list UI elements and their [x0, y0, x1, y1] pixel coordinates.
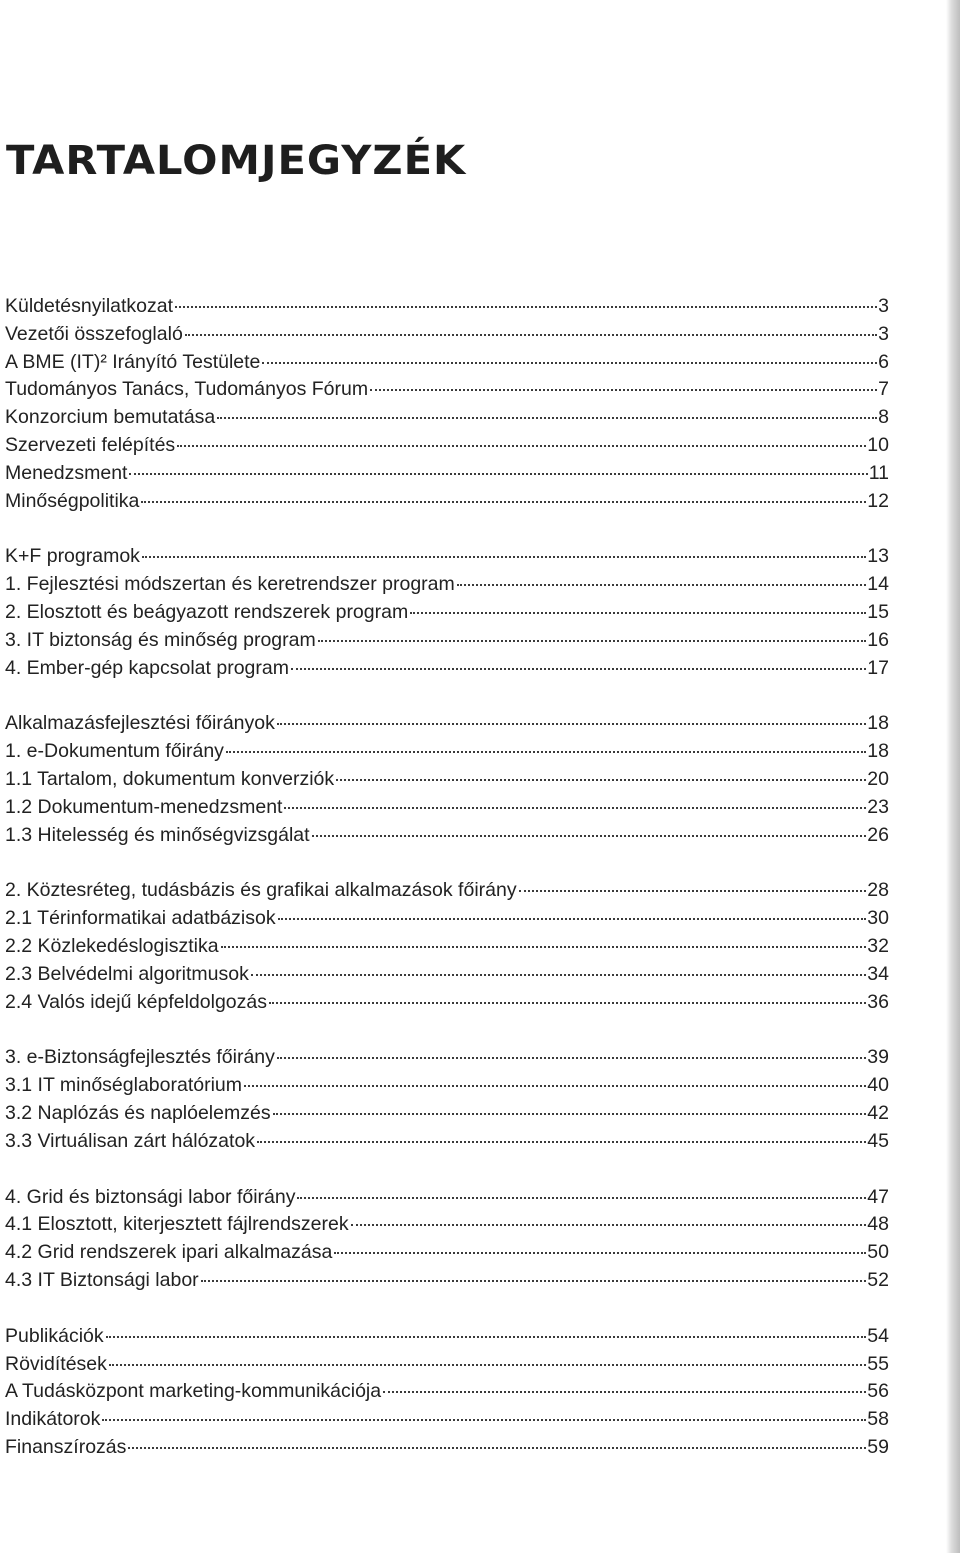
toc-entry-title: Konzorcium bemutatása — [5, 406, 216, 429]
dot-leader — [244, 1085, 866, 1087]
dot-leader — [278, 918, 867, 920]
toc-entry-title: Indikátorok — [5, 1408, 101, 1431]
toc-entry-title: Rövidítések — [5, 1352, 107, 1375]
toc-entry[interactable] — [5, 877, 889, 905]
toc-entry[interactable] — [5, 1378, 889, 1406]
dot-leader — [277, 1057, 866, 1059]
toc-section — [5, 877, 889, 1016]
dot-leader — [141, 501, 866, 503]
toc-entry-title: Küldetésnyilatkozat — [5, 295, 174, 317]
toc-entry[interactable] — [5, 460, 889, 488]
dot-leader — [185, 334, 877, 336]
toc-page-number: 48 — [867, 1213, 889, 1236]
page-edge-shadow — [946, 0, 960, 1553]
toc-entry[interactable] — [5, 1406, 889, 1434]
toc-page-number: 42 — [867, 1101, 889, 1124]
dot-leader — [383, 1391, 866, 1393]
toc-page-number: 17 — [867, 656, 889, 679]
toc-page-number: 30 — [867, 907, 889, 930]
toc-entry[interactable] — [5, 543, 889, 571]
toc-page-number: 20 — [867, 767, 889, 790]
toc-entry[interactable] — [5, 1323, 889, 1351]
dot-leader — [284, 807, 866, 809]
dot-leader — [251, 974, 866, 976]
toc-page-number: 58 — [867, 1408, 889, 1431]
toc-entry[interactable] — [5, 1072, 889, 1100]
toc-page-number: 47 — [867, 1185, 889, 1208]
toc-page-number: 3 — [878, 322, 889, 345]
toc-entry-title: 4. Grid és biztonsági labor főirány — [5, 1185, 296, 1208]
toc-page-number: 23 — [867, 795, 889, 818]
toc-page-number: 18 — [867, 712, 889, 735]
toc-page-number: 50 — [867, 1241, 889, 1264]
toc-entry[interactable] — [5, 321, 889, 349]
toc-entry[interactable] — [5, 1267, 889, 1295]
toc-section — [5, 1184, 889, 1295]
toc-page-number: 13 — [867, 545, 889, 568]
dot-leader — [269, 1002, 866, 1004]
toc-page-number: 15 — [867, 600, 889, 623]
toc-page-number: 56 — [867, 1380, 889, 1403]
toc-entry-title: 2.3 Belvédelmi algoritmusok — [5, 962, 249, 985]
dot-leader — [410, 612, 866, 614]
toc-section — [5, 293, 889, 515]
toc-entry[interactable] — [5, 1434, 889, 1462]
toc-entry-title: 4.3 IT Biztonsági labor — [5, 1268, 199, 1291]
toc-page-number: 55 — [867, 1352, 889, 1375]
dot-leader — [128, 1447, 866, 1449]
page-title: TARTALOMJEGYZÉK — [6, 138, 467, 184]
toc-entry-title: 2. Köztesréteg, tudásbázis és grafikai alkalmazások főirány — [5, 879, 517, 902]
toc-entry-title: Alkalmazásfejlesztési főirányok — [5, 712, 275, 735]
toc-entry-title: A BME (IT)² Irányító Testülete — [5, 350, 261, 373]
toc-page-number: 36 — [867, 990, 889, 1013]
toc-page-number: 7 — [878, 378, 889, 401]
dot-leader — [370, 389, 877, 391]
toc-page-number: 34 — [867, 962, 889, 985]
dot-leader — [142, 556, 866, 558]
toc-section — [5, 710, 889, 849]
toc-entry[interactable] — [5, 1044, 889, 1072]
toc-page-number: 18 — [867, 740, 889, 763]
toc-entry-title: 2.2 Közlekedéslogisztika — [5, 934, 219, 957]
dot-leader — [129, 473, 867, 475]
toc-page-number: 39 — [867, 1046, 889, 1069]
toc-entry[interactable] — [5, 432, 889, 460]
dot-leader — [277, 723, 866, 725]
toc-entry[interactable] — [5, 599, 889, 627]
toc-entry[interactable] — [5, 349, 889, 377]
toc-entry[interactable] — [5, 933, 889, 961]
toc-entry[interactable] — [5, 822, 889, 850]
toc-entry-title: Menedzsment — [5, 461, 128, 484]
toc-entry-title: 3. IT biztonság és minőség program — [5, 628, 316, 651]
toc-page-number: 8 — [878, 406, 889, 429]
toc-page-number: 52 — [867, 1268, 889, 1291]
toc-entry-title: 4. Ember-gép kapcsolat program — [5, 656, 289, 679]
dot-leader — [177, 445, 866, 447]
toc-page-number: 45 — [867, 1129, 889, 1152]
toc-entry-title: 3.3 Virtuálisan zárt hálózatok — [5, 1129, 256, 1152]
toc-entry-title: 2.4 Valós idejű képfeldolgozás — [5, 990, 267, 1013]
dot-leader — [312, 835, 867, 837]
toc-page-number: 54 — [867, 1324, 889, 1347]
toc-entry[interactable] — [5, 1351, 889, 1379]
toc-entry[interactable] — [5, 655, 889, 683]
toc-entry[interactable] — [5, 1128, 889, 1156]
dot-leader — [221, 946, 867, 948]
toc-section — [5, 543, 889, 682]
toc-entry-title: 3. e-Biztonságfejlesztés főirány — [5, 1046, 275, 1069]
dot-leader — [336, 779, 866, 781]
dot-leader — [201, 1280, 867, 1282]
toc-entry[interactable] — [5, 1100, 889, 1128]
toc-entry[interactable] — [5, 376, 889, 404]
toc-entry-title: K+F programok — [5, 545, 140, 568]
dot-leader — [226, 751, 866, 753]
toc-entry[interactable] — [5, 1211, 889, 1239]
dot-leader — [273, 1113, 867, 1115]
toc-entry-title: Szervezeti felépítés — [5, 433, 176, 456]
dot-leader — [351, 1224, 867, 1226]
toc-entry[interactable] — [5, 293, 889, 321]
toc-entry[interactable] — [5, 1239, 889, 1267]
toc-page-number: 3 — [878, 295, 889, 317]
toc-entry[interactable] — [5, 404, 889, 432]
dot-leader — [457, 584, 867, 586]
dot-leader — [519, 890, 867, 892]
dot-leader — [262, 362, 877, 364]
toc-entry[interactable] — [5, 710, 889, 738]
toc-entry-title: 2.1 Térinformatikai adatbázisok — [5, 907, 276, 930]
dot-leader — [297, 1197, 866, 1199]
toc-page-number: 40 — [867, 1074, 889, 1097]
toc-entry-title: Vezetői összefoglaló — [5, 322, 183, 345]
toc-entry-title: 3.2 Naplózás és naplóelemzés — [5, 1101, 271, 1124]
toc-entry[interactable] — [5, 905, 889, 933]
dot-leader — [175, 306, 877, 308]
toc-page-number: 6 — [878, 350, 889, 373]
toc-entry[interactable] — [5, 961, 889, 989]
toc-entry-title: Minőségpolitika — [5, 489, 140, 512]
toc-entry-title: 2. Elosztott és beágyazott rendszerek program — [5, 600, 409, 623]
toc-page-number: 14 — [867, 573, 889, 596]
toc-entry-title: Tudományos Tanács, Tudományos Fórum — [5, 378, 369, 401]
dot-leader — [102, 1419, 866, 1421]
toc-page-number: 32 — [867, 934, 889, 957]
toc-entry[interactable] — [5, 488, 889, 516]
toc-page-number: 12 — [867, 489, 889, 512]
toc-entry-title: 1.2 Dokumentum-menedzsment — [5, 795, 283, 818]
table-of-contents — [5, 293, 889, 1490]
toc-entry[interactable] — [5, 738, 889, 766]
toc-entry-title: Finanszírozás — [5, 1435, 127, 1458]
dot-leader — [106, 1336, 867, 1338]
dot-leader — [217, 417, 877, 419]
toc-entry-title: 1. e-Dokumentum főirány — [5, 740, 224, 763]
toc-entry[interactable] — [5, 766, 889, 794]
toc-entry[interactable] — [5, 1184, 889, 1212]
toc-section — [5, 1323, 889, 1462]
toc-entry[interactable] — [5, 794, 889, 822]
toc-entry[interactable] — [5, 627, 889, 655]
dot-leader — [291, 668, 866, 670]
toc-page-number: 26 — [867, 823, 889, 846]
toc-page-number: 59 — [867, 1435, 889, 1458]
dot-leader — [318, 640, 867, 642]
toc-section — [5, 1044, 889, 1155]
toc-entry-title: A Tudásközpont marketing-kommunikációja — [5, 1380, 382, 1403]
toc-page-number: 28 — [867, 879, 889, 902]
dot-leader — [257, 1141, 866, 1143]
toc-entry-title: Publikációk — [5, 1324, 104, 1347]
toc-page-number: 10 — [867, 433, 889, 456]
dot-leader — [109, 1364, 866, 1366]
toc-page-number: 11 — [868, 461, 889, 484]
toc-entry[interactable] — [5, 571, 889, 599]
toc-entry-title: 1.3 Hitelesség és minőségvizsgálat — [5, 823, 310, 846]
toc-entry-title: 1.1 Tartalom, dokumentum konverziók — [5, 767, 335, 790]
toc-entry-title: 4.2 Grid rendszerek ipari alkalmazása — [5, 1241, 333, 1264]
toc-entry[interactable] — [5, 989, 889, 1017]
toc-page-number: 16 — [867, 628, 889, 651]
toc-entry-title: 3.1 IT minőséglaboratórium — [5, 1074, 243, 1097]
toc-entry-title: 4.1 Elosztott, kiterjesztett fájlrendszerek — [5, 1213, 349, 1236]
dot-leader — [334, 1252, 866, 1254]
toc-entry-title: 1. Fejlesztési módszertan és keretrendszer program — [5, 573, 455, 596]
